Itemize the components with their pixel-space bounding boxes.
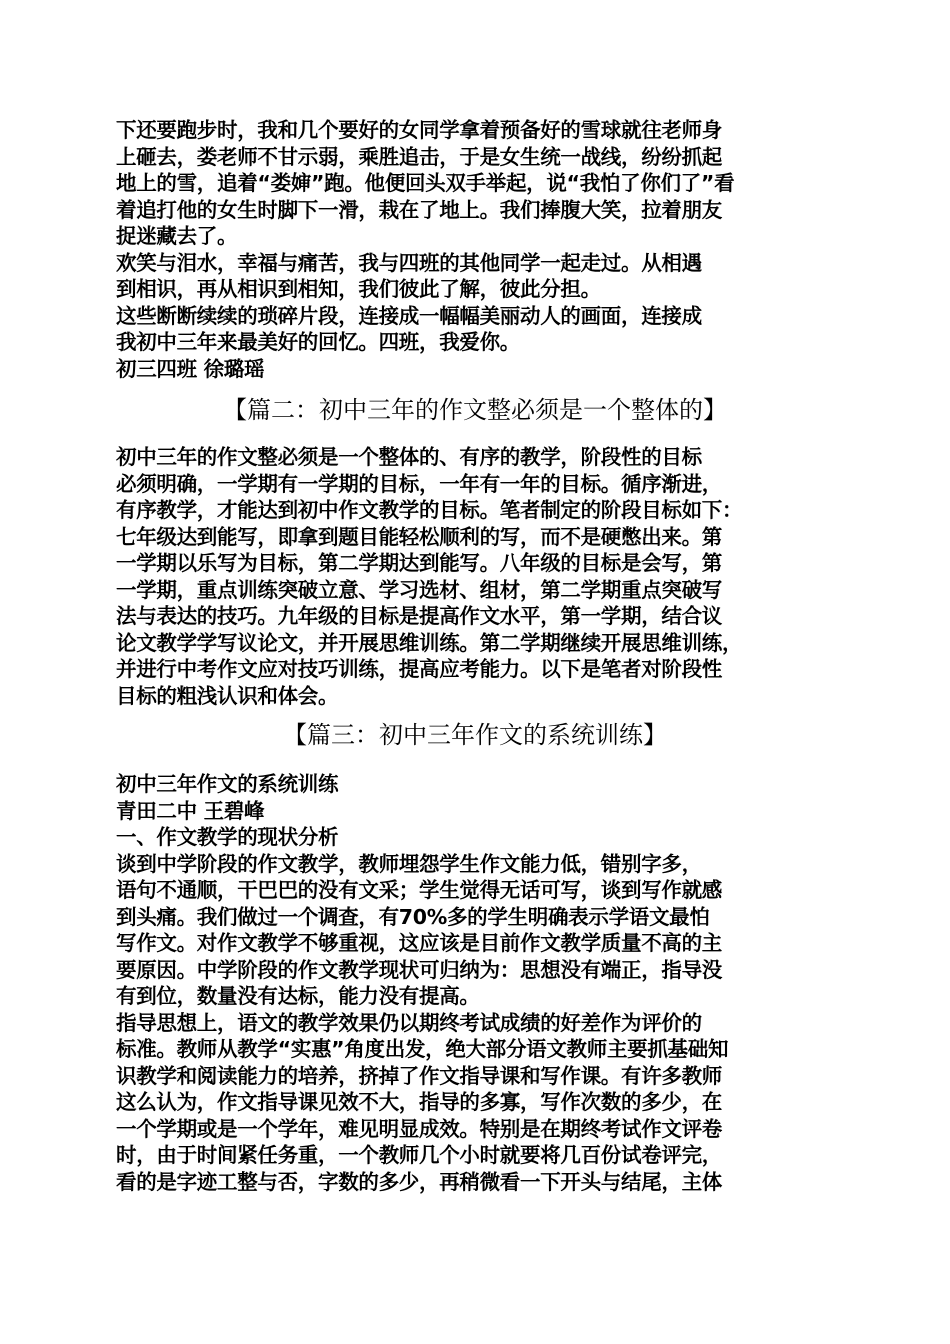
text-line: 七年级达到能写，即拿到题目能轻松顺利的写，而不是硬憋出来。第 (116, 524, 722, 549)
subheading-line: 一、作文教学的现状分析 (116, 825, 339, 849)
text-line: 目标的粗浅认识和体会。 (116, 683, 339, 708)
section-2-body (116, 444, 846, 709)
text-line: 论文教学学写议论文，并开展思维训练。第二学期继续开展思维训练， (116, 630, 743, 655)
author-line: 青田二中 王碧峰 (116, 798, 265, 823)
section-heading-2: 【篇二：初中三年的作文整必须是一个整体的】 (223, 396, 727, 424)
text-line: 一学期以乐写为目标，第二学期达到能写。八年级的目标是会写，第 (116, 551, 722, 575)
text-line: 地上的雪，追着“娄婶”跑。他便回头双手举起，说“我怕了你们了”看 (116, 171, 735, 195)
text-line: 有到位，数量没有达标，能力没有提高。 (116, 984, 480, 1008)
text-line: 看的是字迹工整与否，字数的多少，再稍微看一下开头与结尾，主体 (116, 1169, 722, 1194)
text-line: 要原因。中学阶段的作文教学现状可归纳为：思想没有端正，指导没 (116, 957, 722, 982)
text-line: 着追打他的女生时脚下一滑，栽在了地上。我们捧腹大笑，拉着朋友 (116, 197, 722, 222)
text-line: 语句不通顺，干巴巴的没有文采；学生觉得无话可写，谈到写作就感 (116, 878, 722, 902)
text-line: 到头痛。我们做过一个调查，有70%多的学生明确表示学语文最怕 (116, 904, 710, 929)
section-3-body (116, 771, 846, 1195)
text-line: 这么认为，作文指导课见效不大，指导的多寡，写作次数的多少，在 (116, 1090, 722, 1114)
text-line: 时，由于时间紧任务重，一个教师几个小时就要将几百份试卷评完， (116, 1143, 722, 1167)
text-line: 法与表达的技巧。九年级的目标是提高作文水平，第一学期，结合议 (116, 604, 722, 628)
text-line: 到相识，再从相识到相知，我们彼此了解，彼此分担。 (116, 277, 601, 301)
text-line: 上砸去，娄老师不甘示弱，乘胜追击，于是女生统一战线，纷纷抓起 (116, 144, 722, 169)
text-line: 谈到中学阶段的作文教学，教师埋怨学生作文能力低，错别字多， (116, 851, 702, 876)
text-line: 识教学和阅读能力的培养，挤掉了作文指导课和写作课。有许多教师 (116, 1063, 722, 1088)
text-line: 必须明确，一学期有一学期的目标，一年有一年的目标。循序渐进， (116, 471, 722, 496)
author-signature-line: 初三四班 徐璐瑶 (116, 356, 265, 381)
top-paragraphs (116, 117, 846, 382)
text-line: 一学期，重点训练突破立意、学习选材、组材，第二学期重点突破写 (116, 577, 722, 602)
text-line: 并进行中考作文应对技巧训练，提高应考能力。以下是笔者对阶段性 (116, 657, 722, 681)
text-line: 欢笑与泪水，幸福与痛苦，我与四班的其他同学一起走过。从相遇 (116, 250, 702, 275)
section-heading-3: 【篇三：初中三年作文的系统训练】 (283, 721, 667, 749)
text-line: 写作文。对作文教学不够重视，这应该是目前作文教学质量不高的主 (116, 931, 722, 955)
article-title-line: 初中三年作文的系统训练 (116, 772, 339, 796)
text-line: 这些断断续续的琐碎片段，连接成一幅幅美丽动人的画面，连接成 (116, 303, 702, 328)
text-line: 我初中三年来最美好的回忆。四班，我爱你。 (116, 330, 520, 354)
text-line: 指导思想上，语文的教学效果仍以期终考试成绩的好差作为评价的 (116, 1010, 702, 1035)
text-line: 初中三年的作文整必须是一个整体的、有序的教学，阶段性的目标 (116, 445, 702, 469)
text-line: 一个学期或是一个学年，难见明显成效。特别是在期终考试作文评卷 (116, 1116, 722, 1141)
text-line: 下还要跑步时，我和几个要好的女同学拿着预备好的雪球就往老师身 (116, 118, 722, 142)
text-line: 捉迷藏去了。 (116, 224, 238, 248)
text-line: 有序教学，才能达到初中作文教学的目标。笔者制定的阶段目标如下： (116, 498, 743, 522)
text-line: 标准。教师从教学“实惠”角度出发，绝大部分语文教师主要抓基础知 (116, 1037, 729, 1061)
